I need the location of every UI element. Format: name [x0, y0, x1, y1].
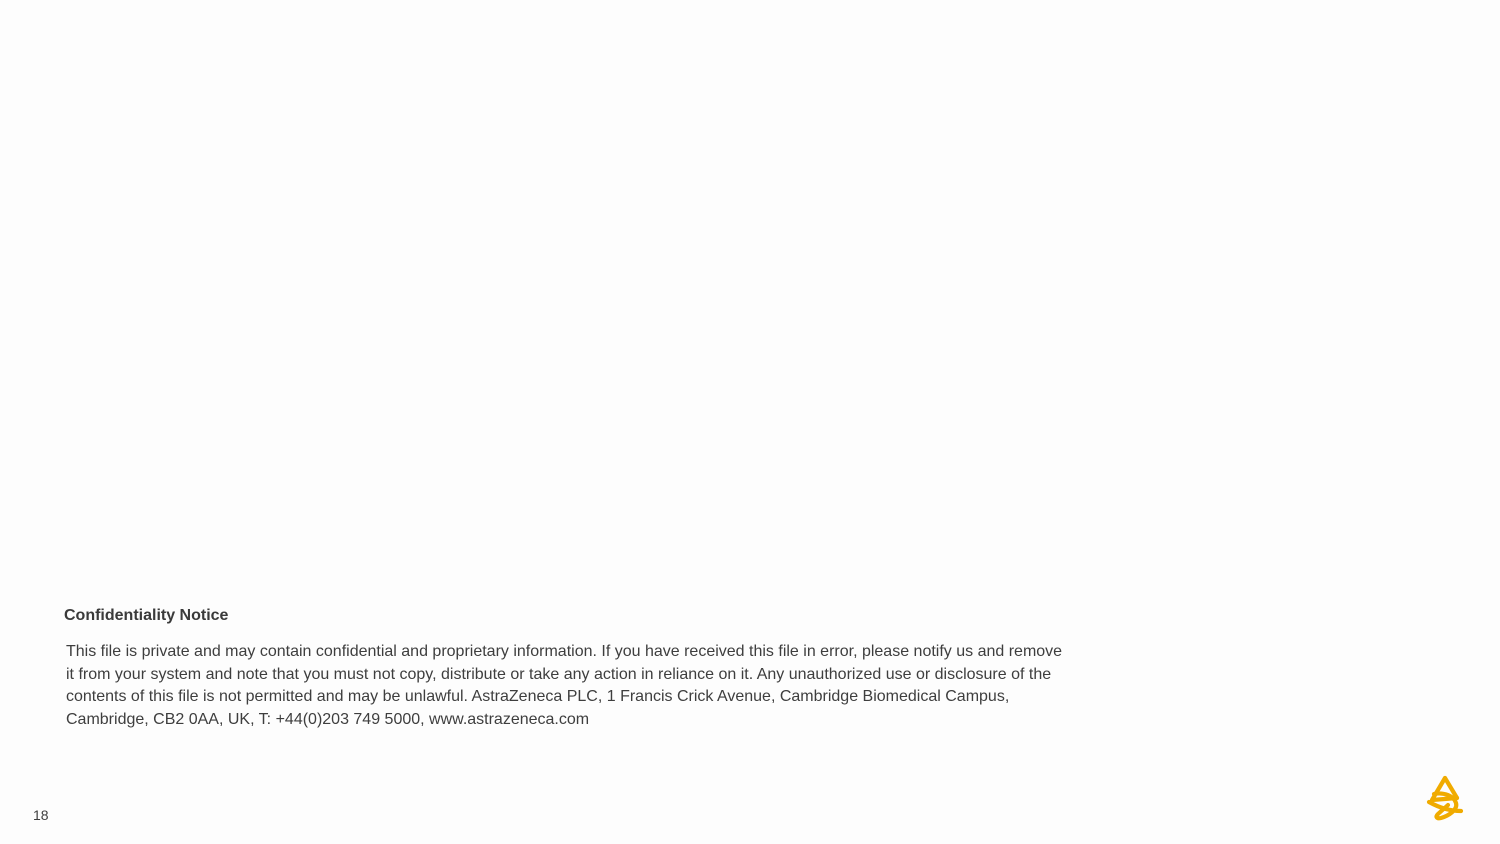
- notice-body: [66, 641, 1174, 731]
- confidentiality-notice: [64, 605, 1174, 731]
- notice-line: This file is private and may contain confidential and proprietary information. If you have received this file in error, please notify us and remove: [66, 643, 1063, 660]
- page-number: 18: [33, 807, 49, 823]
- astrazeneca-logo-icon: [1424, 774, 1466, 822]
- notice-line: it from your system and note that you must not copy, distribute or take any action in reliance on it. Any unauthorized use or disclosure of the: [66, 665, 1052, 683]
- notice-line: Cambridge, CB2 0AA, UK, T: +44(0)203 749 5000, www.astrazeneca.com: [66, 710, 590, 728]
- notice-line: contents of this file is not permitted and may be unlawful. AstraZeneca PLC, 1 Francis Crick Avenue, Cambridge Biomedical Campus,: [66, 688, 1010, 706]
- notice-title: Confidentiality Notice: [64, 607, 229, 624]
